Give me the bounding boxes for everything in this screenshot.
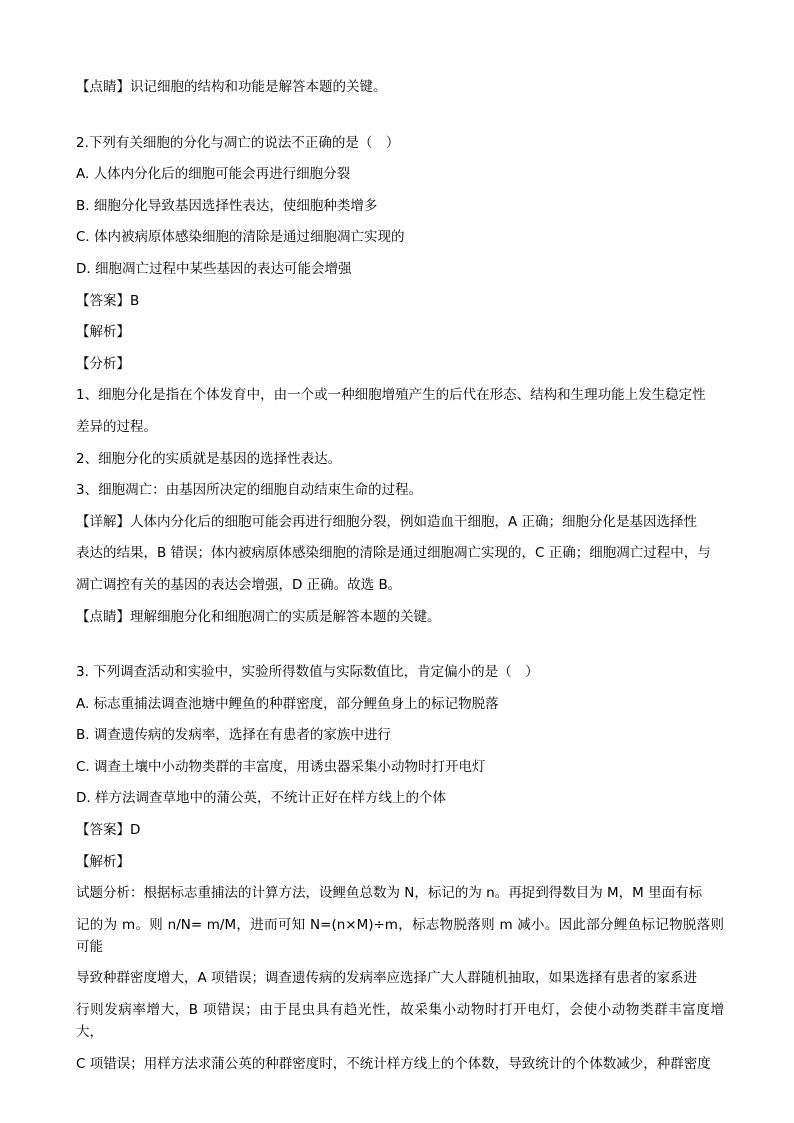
section-gap — [76, 637, 724, 661]
q2-option-a: A. 人体内分化后的细胞可能会再进行细胞分裂 — [76, 166, 351, 183]
q3-stem: 3. 下列调查活动和实验中，实验所得数值与实际数值比，肯定偏小的是（ ） — [76, 664, 539, 681]
q2-option-c: C. 体内被病原体感染细胞的清除是通过细胞凋亡实现的 — [76, 229, 405, 246]
q2-option-d: D. 细胞凋亡过程中某些基因的表达可能会增强 — [76, 260, 352, 277]
q2-detail-line-3: 凋亡调控有关的基因的表达会增强，D 正确。故选 B。 — [76, 576, 402, 593]
q2-fenxi-tag: 【分析】 — [76, 355, 130, 372]
q3-analysis-tag: 【解析】 — [76, 853, 130, 870]
q2-fenxi-line-4: 3、细胞凋亡：由基因所决定的细胞自动结束生命的过程。 — [76, 482, 423, 499]
q3-option-a: A. 标志重捕法调查池塘中鲤鱼的种群密度，部分鲤鱼身上的标记物脱落 — [76, 695, 499, 712]
q3-analysis-line-4: 行则发病率增大，B 项错误；由于昆虫具有趋光性，故采集小动物时打开电灯，会使小动物类群丰富度增大， — [76, 1002, 724, 1041]
q2-detail-line-2: 表达的结果，B 错误；体内被病原体感染细胞的清除是通过细胞凋亡实现的，C 正确；细胞凋亡过程中，与 — [76, 545, 711, 562]
q2-fenxi-line-1: 1、细胞分化是指在个体发育中，由一个或一种细胞增殖产生的后代在形态、结构和生理功能上发生稳定性 — [76, 387, 706, 404]
q1-comment: 【点睛】识记细胞的结构和功能是解答本题的关键。 — [76, 79, 387, 95]
q3-answer: 【答案】D — [76, 822, 141, 839]
q2-answer: 【答案】B — [76, 292, 140, 309]
q3-option-c: C. 调查土壤中小动物类群的丰富度，用诱虫器采集小动物时打开电灯 — [76, 758, 486, 775]
q2-fenxi-line-2: 差异的过程。 — [76, 418, 157, 435]
q2-analysis-tag: 【解析】 — [76, 324, 130, 341]
section-gap — [76, 108, 724, 132]
q2-option-b: B. 细胞分化导致基因选择性表达，使细胞种类增多 — [76, 197, 378, 214]
q3-analysis-line-1: 试题分析：根据标志重捕法的计算方法，设鲤鱼总数为 N，标记的为 n。再捉到得数目为 M，M 里面有标 — [76, 885, 703, 902]
document-page — [76, 76, 724, 1084]
q3-analysis-line-2: 记的为 m。则 n/N= m/M，进而可知 N=(n×M)÷m，标志物脱落则 m 减小。因此部分鲤鱼标记物脱落则可能 — [76, 916, 724, 955]
q2-detail-line-1: 【详解】人体内分化后的细胞可能会再进行细胞分裂，例如造血干细胞，A 正确；细胞分化是基因选择性 — [76, 513, 698, 530]
q3-option-b: B. 调查遗传病的发病率，选择在有患者的家族中进行 — [76, 727, 391, 744]
q2-fenxi-line-3: 2、细胞分化的实质就是基因的选择性表达。 — [76, 450, 342, 467]
q3-option-d: D. 样方法调查草地中的蒲公英，不统计正好在样方线上的个体 — [76, 790, 446, 807]
q2-stem: 2.下列有关细胞的分化与凋亡的说法不正确的是（ ） — [76, 134, 400, 151]
q2-comment: 【点睛】理解细胞分化和细胞凋亡的实质是解答本题的关键。 — [76, 608, 441, 625]
q3-analysis-line-5: C 项错误；用样方法求蒲公英的种群密度时，不统计样方线上的个体数，导致统计的个体数减少，种群密度 — [76, 1055, 711, 1072]
q3-analysis-line-3: 导致种群密度增大，A 项错误；调查遗传病的发病率应选择广大人群随机抽取，如果选择有患者的家系进 — [76, 970, 698, 987]
